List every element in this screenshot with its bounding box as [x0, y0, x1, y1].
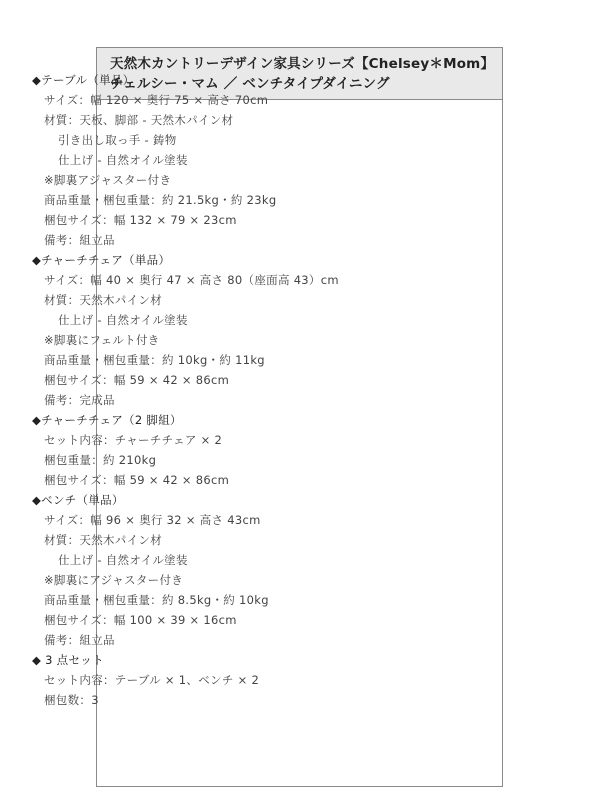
spec-line: 商品重量・梱包重量：約 10kg・約 11kg [44, 353, 265, 367]
spec-line: セット内容：テーブル × 1、ベンチ × 2 [44, 673, 260, 687]
spec-line: サイズ：幅 120 × 奥行 75 × 高さ 70cm [44, 93, 269, 107]
spec-line: 梱包数：3 [44, 693, 99, 707]
spec-line: 備考：組立品 [44, 233, 115, 247]
spec-line: 材質：天然木パイン材 [44, 533, 162, 547]
spec-list [32, 70, 339, 710]
spec-line: 梱包サイズ：幅 59 × 42 × 86cm [44, 473, 230, 487]
spec-line: 備考：組立品 [44, 633, 115, 647]
spec-line: 仕上げ - 自然オイル塗装 [58, 153, 188, 167]
spec-section-heading: ◆ 3 点セット [32, 653, 104, 667]
series-title: 天然木カントリーデザイン家具シリーズ【Chelsey＊Mom】 [110, 56, 495, 72]
spec-line: サイズ：幅 40 × 奥行 47 × 高さ 80（座面高 43）cm [44, 273, 339, 287]
spec-line: ※脚裏アジャスター付き [44, 173, 172, 187]
spec-line: 梱包重量：約 210kg [44, 453, 157, 467]
spec-line: 梱包サイズ：幅 100 × 39 × 16cm [44, 613, 237, 627]
spec-line: 備考：完成品 [44, 393, 115, 407]
spec-line: 引き出し取っ手 - 鋳物 [58, 133, 177, 147]
spec-section-heading: ◆テーブル（単品） [32, 73, 135, 87]
spec-line: 商品重量・梱包重量：約 8.5kg・約 10kg [44, 593, 269, 607]
spec-line: サイズ：幅 96 × 奥行 32 × 高さ 43cm [44, 513, 261, 527]
spec-line: 梱包サイズ：幅 132 × 79 × 23cm [44, 213, 237, 227]
spec-line: ※脚裏にフェルト付き [44, 333, 160, 347]
spec-section-heading: ◆ベンチ（単品） [32, 493, 124, 507]
spec-line: 梱包サイズ：幅 59 × 42 × 86cm [44, 373, 230, 387]
spec-line: 材質：天然木パイン材 [44, 293, 162, 307]
spec-line: 仕上げ - 自然オイル塗装 [58, 313, 188, 327]
spec-line: ※脚裏にアジャスター付き [44, 573, 184, 587]
spec-line: 商品重量・梱包重量：約 21.5kg・約 23kg [44, 193, 277, 207]
product-title: チェルシー・マム ／ ベンチタイプダイニング [110, 76, 390, 92]
spec-line: 仕上げ - 自然オイル塗装 [58, 553, 188, 567]
spec-section-heading: ◆チャーチチェア（2 脚組） [32, 413, 182, 427]
spec-line: 材質：天板、脚部 - 天然木パイン材 [44, 113, 234, 127]
spec-line: セット内容：チャーチチェア × 2 [44, 433, 223, 447]
spec-section-heading: ◆チャーチチェア（単品） [32, 253, 171, 267]
